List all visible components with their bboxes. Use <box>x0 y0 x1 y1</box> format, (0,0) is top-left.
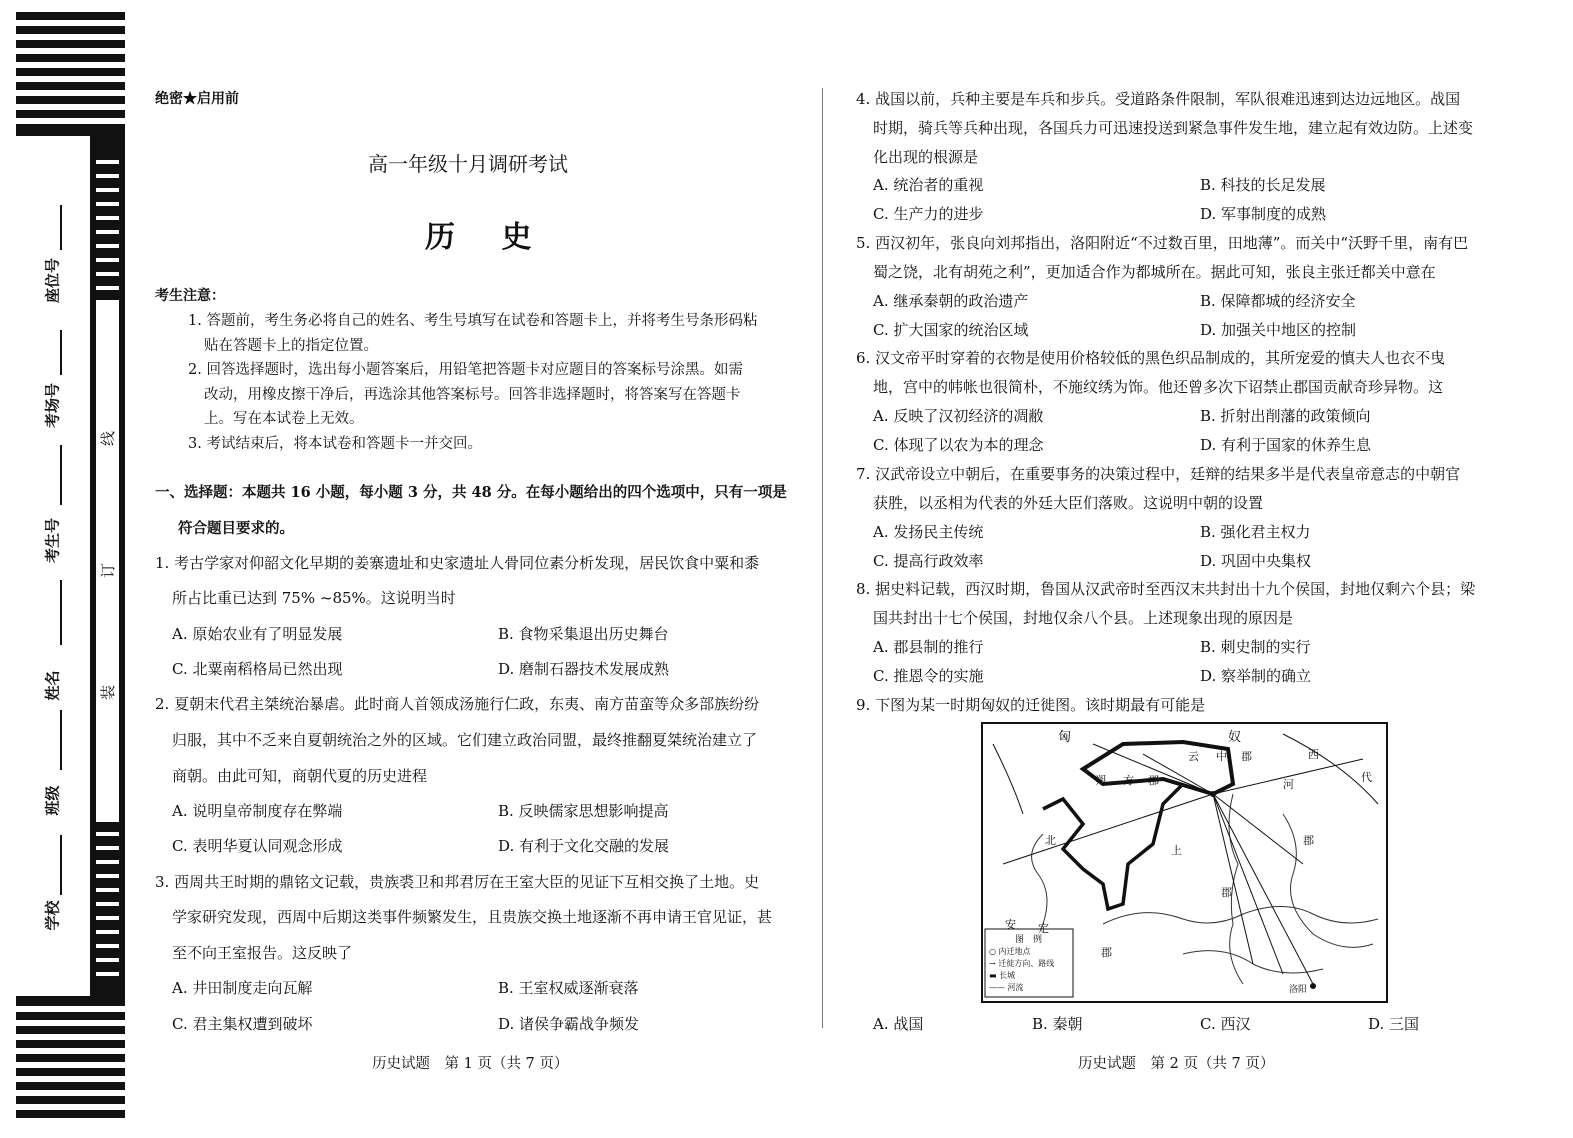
section-heading: 一、选择题：本题共 16 小题，每小题 3 分，共 48 分。在每小题给出的四个选项中，只有一项是 <box>155 484 787 501</box>
question-7-option-d[interactable]: D. 巩固中央集权 <box>1200 552 1312 570</box>
question-9-text: 9. 下图为某一时期匈奴的迁徙图。该时期最有可能是 <box>856 696 1206 714</box>
label-school: 学校 <box>43 900 62 931</box>
question-5-option-c[interactable]: C. 扩大国家的统治区域 <box>873 321 1029 339</box>
question-6-text: 6. 汉文帝平时穿着的衣物是使用价格较低的黑色织品制成的，其所宠爱的慎夫人也衣不曳 <box>856 349 1446 367</box>
binding-mark-line: 线 <box>99 430 118 447</box>
question-3-option-b[interactable]: B. 王室权威逐渐衰落 <box>498 979 639 997</box>
map-label: 上 <box>1171 844 1182 857</box>
map-label: 郡 <box>1148 774 1159 787</box>
question-1-option-d[interactable]: D. 磨制石器技术发展成熟 <box>498 660 670 678</box>
label-seat-number: 座位号 <box>43 258 62 304</box>
map-label: 奴 <box>1228 730 1242 745</box>
map-label: 定 <box>1038 922 1049 935</box>
question-5-text: 蜀之饶，北有胡苑之利”，更加适合作为都城所在。据此可知，张良主张迁都关中意在 <box>873 263 1436 281</box>
map-label: 河 <box>1283 778 1294 791</box>
question-7-text: 获胜，以丞相为代表的外廷大臣们落败。这说明中朝的设置 <box>873 494 1264 512</box>
question-2-text: 2. 夏朝末代君主桀统治暴虐。此时商人首领成汤施行仁政，东夷、南方苗蛮等众多部族纷纷 <box>155 695 760 713</box>
question-1-text: 1. 考古学家对仰韶文化早期的姜寨遗址和史家遗址人骨同位素分析发现，居民饮食中粟和黍 <box>155 554 760 572</box>
question-2-text: 归服，其中不乏来自夏朝统治之外的区域。它们建立政治同盟，最终推翻夏桀统治建立了 <box>172 731 758 749</box>
question-1-option-a[interactable]: A. 原始农业有了明显发展 <box>172 625 343 643</box>
label-student-number: 考生号 <box>43 518 62 564</box>
notice-line: 改动，用橡皮擦干净后，再选涂其他答案标号。回答非选择题时，将答案写在答题卡 <box>204 387 741 403</box>
question-1-option-c[interactable]: C. 北粟南稻格局已然出现 <box>172 660 343 678</box>
question-2-text: 商朝。由此可知，商朝代夏的历史进程 <box>172 767 428 785</box>
question-2-option-d[interactable]: D. 有利于文化交融的发展 <box>498 837 670 855</box>
question-9-option-b[interactable]: B. 秦朝 <box>1032 1015 1083 1033</box>
question-9-option-a[interactable]: A. 战国 <box>873 1015 924 1033</box>
xiongnu-migration-map <box>981 722 1388 1003</box>
map-label: 郡 <box>1241 750 1252 763</box>
notice-line: 贴在答题卡上的指定位置。 <box>204 338 378 354</box>
question-5-option-d[interactable]: D. 加强关中地区的控制 <box>1200 321 1357 339</box>
label-name: 姓名 <box>43 670 62 701</box>
binding-mark-fold: 装 <box>99 684 118 701</box>
question-4-option-c[interactable]: C. 生产力的进步 <box>873 205 984 223</box>
question-4-option-b[interactable]: B. 科技的长足发展 <box>1200 176 1326 194</box>
question-5-text: 5. 西汉初年，张良向刘邦指出，洛阳附近“不过数百里，田地薄”。而关中“沃野千里，南有巴 <box>856 234 1469 252</box>
question-7-option-b[interactable]: B. 强化君主权力 <box>1200 523 1311 541</box>
page-footer-2: 历史试题 第 2 页（共 7 页） <box>1078 1056 1275 1072</box>
question-6-option-b[interactable]: B. 折射出削藩的政策倾向 <box>1200 407 1371 425</box>
notice-line: 3. 考试结束后，将本试卷和答题卡一并交回。 <box>188 436 482 452</box>
question-8-text: 8. 据史料记载，西汉时期，鲁国从汉武帝时至西汉末共封出十九个侯国，封地仅剩六个县；梁 <box>856 580 1476 598</box>
question-1-text: 所占比重已达到 75% ~85%。这说明当时 <box>172 589 456 607</box>
map-label: 郡 <box>1303 834 1314 847</box>
question-3-option-c[interactable]: C. 君主集权遭到破坏 <box>172 1015 313 1033</box>
map-legend-item: ▬ 长城 <box>989 971 1016 980</box>
label-exam-room: 考场号 <box>43 383 62 429</box>
question-8-option-c[interactable]: C. 推恩令的实施 <box>873 667 984 685</box>
notice-title: 考生注意： <box>155 288 225 304</box>
question-7-option-c[interactable]: C. 提高行政效率 <box>873 552 984 570</box>
map-label: 安 <box>1005 918 1016 931</box>
question-7-text: 7. 汉武帝设立中朝后，在重要事务的决策过程中，廷辩的结果多半是代表皇帝意志的中朝官 <box>856 465 1461 483</box>
question-3-option-d[interactable]: D. 诸侯争霸战争频发 <box>498 1015 640 1033</box>
column-divider <box>822 88 823 1028</box>
question-6-text: 地，宫中的帏帐也很简朴，不施纹绣为饰。他还曾多次下诏禁止郡国贡献奇珍异物。这 <box>873 378 1444 396</box>
notice-line: 1. 答题前，考生务必将自己的姓名、考生号填写在试卷和答题卡上，并将考生号条形码粘 <box>188 313 758 329</box>
map-label: 北 <box>1045 834 1056 847</box>
question-5-option-b[interactable]: B. 保障都城的经济安全 <box>1200 292 1356 310</box>
notice-line: 2. 回答选择题时，选出每小题答案后，用铅笔把答题卡对应题目的答案标号涂黑。如需 <box>188 362 743 378</box>
exam-title: 高一年级十月调研考试 <box>368 152 568 176</box>
question-6-option-d[interactable]: D. 有利于国家的休养生息 <box>1200 436 1372 454</box>
question-3-option-a[interactable]: A. 井田制度走向瓦解 <box>172 979 313 997</box>
question-9-option-d[interactable]: D. 三国 <box>1368 1015 1420 1033</box>
binding-margin <box>0 0 140 1138</box>
map-label: 云 <box>1188 750 1199 763</box>
question-1-option-b[interactable]: B. 食物采集退出历史舞台 <box>498 625 669 643</box>
map-label: 中 <box>1216 750 1227 763</box>
question-2-option-c[interactable]: C. 表明华夏认同观念形成 <box>172 837 343 855</box>
map-legend-item: —— 河流 <box>989 983 1024 992</box>
question-4-text: 时期，骑兵等兵种出现，各国兵力可迅速投送到紧急事件发生地，建立起有效边防。上述变 <box>873 119 1474 137</box>
question-4-text: 化出现的根源是 <box>873 148 979 166</box>
map-label: 郡 <box>1101 946 1112 959</box>
question-3-text: 3. 西周共王时期的鼎铭文记载，贵族裘卫和邦君厉在王室大臣的见证下互相交换了土地。史 <box>155 873 760 891</box>
map-label: 方 <box>1123 774 1134 787</box>
map-label-luoyang: 洛阳 <box>1289 985 1308 995</box>
question-9-option-c[interactable]: C. 西汉 <box>1200 1015 1251 1033</box>
subject-title: 历 史 <box>425 220 550 255</box>
question-2-option-b[interactable]: B. 反映儒家思想影响提高 <box>498 802 669 820</box>
notice-line: 上。写在本试卷上无效。 <box>204 411 364 427</box>
question-8-option-b[interactable]: B. 刺史制的实行 <box>1200 638 1311 656</box>
map-label: 朔 <box>1095 774 1106 787</box>
map-label: 匈 <box>1058 730 1072 745</box>
question-4-option-d[interactable]: D. 军事制度的成熟 <box>1200 205 1327 223</box>
page-footer-1: 历史试题 第 1 页（共 7 页） <box>372 1056 569 1072</box>
label-class: 班级 <box>43 785 62 816</box>
binding-mark-bind: 订 <box>99 562 118 579</box>
question-8-text: 国共封出十七个侯国，封地仅余八个县。上述现象出现的原因是 <box>873 609 1294 627</box>
map-legend-title: 图 例 <box>1015 935 1043 945</box>
question-7-option-a[interactable]: A. 发扬民主传统 <box>873 523 984 541</box>
question-8-option-d[interactable]: D. 察举制的确立 <box>1200 667 1312 685</box>
map-label: 代 <box>1361 771 1372 784</box>
question-4-option-a[interactable]: A. 统治者的重视 <box>873 176 984 194</box>
map-legend-item: → 迁徙方向、路线 <box>989 959 1055 968</box>
secret-mark: 绝密★启用前 <box>155 91 239 107</box>
section-heading: 符合题目要求的。 <box>178 520 294 537</box>
question-6-option-c[interactable]: C. 体现了以农为本的理念 <box>873 436 1044 454</box>
question-3-text: 学家研究发现，西周中后期这类事件频繁发生，且贵族交换土地逐渐不再申请王官见证，甚 <box>172 908 773 926</box>
question-2-option-a[interactable]: A. 说明皇帝制度存在弊端 <box>172 802 343 820</box>
question-8-option-a[interactable]: A. 郡县制的推行 <box>873 638 984 656</box>
map-label: 郡 <box>1221 886 1232 899</box>
question-5-option-a[interactable]: A. 继承秦朝的政治遗产 <box>873 292 1029 310</box>
question-6-option-a[interactable]: A. 反映了汉初经济的凋敝 <box>873 407 1044 425</box>
question-4-text: 4. 战国以前，兵种主要是车兵和步兵。受道路条件限制，军队很难迅速到达边远地区。战国 <box>856 90 1461 108</box>
question-3-text: 至不向王室报告。这反映了 <box>172 944 353 962</box>
map-legend-item: ○ 内迁地点 <box>989 947 1031 956</box>
map-label: 西 <box>1308 748 1319 761</box>
